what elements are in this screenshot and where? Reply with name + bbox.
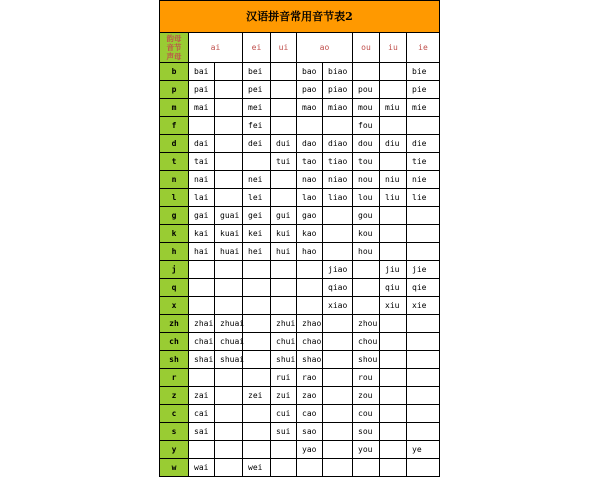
- syllable-cell: tiao: [323, 153, 353, 171]
- syllable-cell: qiao: [323, 279, 353, 297]
- syllable-cell: [243, 441, 271, 459]
- syllable-cell: [271, 459, 297, 477]
- syllable-cell: tui: [271, 153, 297, 171]
- syllable-cell: [243, 369, 271, 387]
- initial-cell: c: [160, 405, 189, 423]
- table-row: [160, 189, 440, 207]
- syllable-cell: yao: [297, 441, 323, 459]
- table-row: [160, 351, 440, 369]
- syllable-cell: [380, 225, 407, 243]
- syllable-cell: [243, 315, 271, 333]
- syllable-cell: [215, 153, 243, 171]
- final-header-ei: ei: [243, 33, 271, 63]
- syllable-cell: cui: [271, 405, 297, 423]
- syllable-cell: [380, 117, 407, 135]
- syllable-cell: [215, 189, 243, 207]
- syllable-cell: [215, 423, 243, 441]
- syllable-cell: [380, 243, 407, 261]
- syllable-cell: dou: [353, 135, 380, 153]
- syllable-cell: [215, 279, 243, 297]
- table-row: [160, 405, 440, 423]
- syllable-cell: [380, 459, 407, 477]
- syllable-cell: dao: [297, 135, 323, 153]
- syllable-cell: [323, 333, 353, 351]
- syllable-cell: [407, 423, 440, 441]
- syllable-cell: [380, 333, 407, 351]
- syllable-cell: [271, 63, 297, 81]
- syllable-cell: zhou: [353, 315, 380, 333]
- syllable-cell: sou: [353, 423, 380, 441]
- initial-cell: q: [160, 279, 189, 297]
- initial-cell: b: [160, 63, 189, 81]
- table-body: [160, 1, 440, 477]
- syllable-cell: [243, 261, 271, 279]
- table-row: [160, 279, 440, 297]
- table-row: [160, 423, 440, 441]
- syllable-cell: [380, 369, 407, 387]
- syllable-cell: [189, 441, 215, 459]
- syllable-cell: sai: [189, 423, 215, 441]
- syllable-cell: rou: [353, 369, 380, 387]
- syllable-cell: lao: [297, 189, 323, 207]
- initial-cell: f: [160, 117, 189, 135]
- initial-cell: p: [160, 81, 189, 99]
- syllable-cell: huai: [215, 243, 243, 261]
- syllable-cell: mei: [243, 99, 271, 117]
- syllable-cell: hou: [353, 243, 380, 261]
- syllable-cell: chao: [297, 333, 323, 351]
- initial-cell: t: [160, 153, 189, 171]
- syllable-cell: jie: [407, 261, 440, 279]
- syllable-cell: [215, 459, 243, 477]
- syllable-cell: chui: [271, 333, 297, 351]
- syllable-cell: [271, 99, 297, 117]
- syllable-cell: [380, 153, 407, 171]
- syllable-cell: miao: [323, 99, 353, 117]
- table-row: [160, 135, 440, 153]
- syllable-cell: zhai: [189, 315, 215, 333]
- syllable-cell: [407, 459, 440, 477]
- syllable-sheet: [159, 0, 439, 472]
- initial-cell: z: [160, 387, 189, 405]
- syllable-cell: [323, 117, 353, 135]
- syllable-cell: [271, 171, 297, 189]
- syllable-cell: liao: [323, 189, 353, 207]
- syllable-cell: [243, 279, 271, 297]
- syllable-cell: pao: [297, 81, 323, 99]
- table-row: [160, 459, 440, 477]
- syllable-cell: guai: [215, 207, 243, 225]
- final-header-ai: ai: [189, 33, 243, 63]
- syllable-cell: dai: [189, 135, 215, 153]
- corner-header: [160, 33, 189, 63]
- syllable-cell: tai: [189, 153, 215, 171]
- syllable-cell: shuai: [215, 351, 243, 369]
- final-header-ie: ie: [407, 33, 440, 63]
- initial-cell: g: [160, 207, 189, 225]
- initial-cell: l: [160, 189, 189, 207]
- syllable-cell: chai: [189, 333, 215, 351]
- syllable-cell: shao: [297, 351, 323, 369]
- initial-cell: y: [160, 441, 189, 459]
- syllable-cell: [323, 423, 353, 441]
- syllable-cell: hei: [243, 243, 271, 261]
- syllable-cell: kui: [271, 225, 297, 243]
- syllable-cell: [271, 261, 297, 279]
- syllable-cell: rui: [271, 369, 297, 387]
- syllable-cell: lai: [189, 189, 215, 207]
- syllable-cell: fei: [243, 117, 271, 135]
- table-row: [160, 117, 440, 135]
- syllable-cell: diu: [380, 135, 407, 153]
- syllable-cell: chou: [353, 333, 380, 351]
- syllable-cell: [323, 243, 353, 261]
- syllable-cell: kei: [243, 225, 271, 243]
- syllable-cell: [297, 279, 323, 297]
- syllable-cell: xie: [407, 297, 440, 315]
- syllable-cell: [215, 369, 243, 387]
- syllable-cell: cao: [297, 405, 323, 423]
- corner-label-initials: 声母: [166, 52, 182, 61]
- syllable-cell: niao: [323, 171, 353, 189]
- syllable-cell: mie: [407, 99, 440, 117]
- syllable-cell: [215, 441, 243, 459]
- syllable-cell: [323, 225, 353, 243]
- title-row: [160, 1, 440, 33]
- syllable-cell: [407, 405, 440, 423]
- syllable-cell: [271, 279, 297, 297]
- syllable-cell: hui: [271, 243, 297, 261]
- syllable-cell: zao: [297, 387, 323, 405]
- table-row: [160, 153, 440, 171]
- syllable-cell: cou: [353, 405, 380, 423]
- syllable-cell: shou: [353, 351, 380, 369]
- initial-cell: ch: [160, 333, 189, 351]
- syllable-cell: sao: [297, 423, 323, 441]
- initial-cell: w: [160, 459, 189, 477]
- syllable-cell: [407, 315, 440, 333]
- syllable-cell: gou: [353, 207, 380, 225]
- syllable-cell: gao: [297, 207, 323, 225]
- table-row: [160, 387, 440, 405]
- table-row: [160, 369, 440, 387]
- syllable-cell: [297, 459, 323, 477]
- syllable-cell: [380, 351, 407, 369]
- syllable-cell: [380, 387, 407, 405]
- syllable-cell: [297, 117, 323, 135]
- corner-label-finals: 韵母: [166, 34, 182, 43]
- syllable-cell: xiu: [380, 297, 407, 315]
- syllable-cell: zhui: [271, 315, 297, 333]
- syllable-cell: pai: [189, 81, 215, 99]
- syllable-cell: [243, 333, 271, 351]
- syllable-cell: lou: [353, 189, 380, 207]
- syllable-cell: zou: [353, 387, 380, 405]
- syllable-cell: [243, 297, 271, 315]
- syllable-cell: [215, 81, 243, 99]
- syllable-cell: [189, 261, 215, 279]
- syllable-cell: miu: [380, 99, 407, 117]
- syllable-cell: kou: [353, 225, 380, 243]
- initial-cell: zh: [160, 315, 189, 333]
- syllable-cell: zui: [271, 387, 297, 405]
- syllable-cell: shui: [271, 351, 297, 369]
- finals-header-row: [160, 33, 440, 63]
- syllable-cell: [297, 297, 323, 315]
- syllable-cell: [323, 351, 353, 369]
- syllable-cell: [323, 315, 353, 333]
- syllable-cell: [407, 351, 440, 369]
- syllable-cell: [215, 387, 243, 405]
- syllable-cell: zei: [243, 387, 271, 405]
- syllable-cell: [353, 279, 380, 297]
- syllable-cell: [323, 405, 353, 423]
- syllable-cell: tie: [407, 153, 440, 171]
- syllable-cell: you: [353, 441, 380, 459]
- syllable-cell: piao: [323, 81, 353, 99]
- syllable-cell: mao: [297, 99, 323, 117]
- initial-cell: h: [160, 243, 189, 261]
- table-row: [160, 63, 440, 81]
- table-row: [160, 261, 440, 279]
- syllable-cell: pou: [353, 81, 380, 99]
- syllable-cell: [407, 117, 440, 135]
- table-row: [160, 315, 440, 333]
- syllable-cell: [215, 99, 243, 117]
- syllable-cell: jiu: [380, 261, 407, 279]
- syllable-cell: ye: [407, 441, 440, 459]
- table-row: [160, 171, 440, 189]
- syllable-cell: bei: [243, 63, 271, 81]
- table-row: [160, 81, 440, 99]
- syllable-cell: [353, 261, 380, 279]
- syllable-cell: [353, 459, 380, 477]
- syllable-cell: kao: [297, 225, 323, 243]
- syllable-cell: [323, 207, 353, 225]
- syllable-cell: [189, 369, 215, 387]
- syllable-cell: [215, 297, 243, 315]
- syllable-cell: [323, 441, 353, 459]
- syllable-cell: [380, 315, 407, 333]
- final-header-iu: iu: [380, 33, 407, 63]
- syllable-cell: [323, 387, 353, 405]
- initial-cell: sh: [160, 351, 189, 369]
- syllable-cell: [323, 369, 353, 387]
- syllable-cell: tou: [353, 153, 380, 171]
- syllable-cell: qiu: [380, 279, 407, 297]
- syllable-cell: [189, 279, 215, 297]
- syllable-cell: bie: [407, 63, 440, 81]
- table-row: [160, 225, 440, 243]
- initial-cell: d: [160, 135, 189, 153]
- syllable-cell: cai: [189, 405, 215, 423]
- syllable-cell: mai: [189, 99, 215, 117]
- syllable-cell: pie: [407, 81, 440, 99]
- syllable-cell: [215, 171, 243, 189]
- table-row: [160, 243, 440, 261]
- syllable-cell: gai: [189, 207, 215, 225]
- syllable-cell: rao: [297, 369, 323, 387]
- syllable-cell: [271, 297, 297, 315]
- syllable-cell: lei: [243, 189, 271, 207]
- syllable-cell: [215, 63, 243, 81]
- syllable-cell: die: [407, 135, 440, 153]
- syllable-cell: [353, 297, 380, 315]
- table-row: [160, 441, 440, 459]
- syllable-cell: diao: [323, 135, 353, 153]
- syllable-cell: gei: [243, 207, 271, 225]
- syllable-cell: zhao: [297, 315, 323, 333]
- syllable-cell: hai: [189, 243, 215, 261]
- syllable-cell: gui: [271, 207, 297, 225]
- syllable-cell: [380, 207, 407, 225]
- syllable-cell: lie: [407, 189, 440, 207]
- syllable-cell: [271, 81, 297, 99]
- syllable-cell: kai: [189, 225, 215, 243]
- syllable-cell: biao: [323, 63, 353, 81]
- syllable-cell: [380, 423, 407, 441]
- table-row: [160, 333, 440, 351]
- initial-cell: m: [160, 99, 189, 117]
- syllable-cell: chuai: [215, 333, 243, 351]
- syllable-cell: bai: [189, 63, 215, 81]
- syllable-cell: nie: [407, 171, 440, 189]
- syllable-cell: zai: [189, 387, 215, 405]
- syllable-cell: [407, 243, 440, 261]
- syllable-cell: bao: [297, 63, 323, 81]
- table-row: [160, 99, 440, 117]
- syllable-cell: [215, 117, 243, 135]
- syllable-cell: nao: [297, 171, 323, 189]
- syllable-cell: pei: [243, 81, 271, 99]
- syllable-cell: [271, 117, 297, 135]
- final-header-ui: ui: [271, 33, 297, 63]
- syllable-cell: [407, 225, 440, 243]
- syllable-cell: [323, 459, 353, 477]
- syllable-cell: wei: [243, 459, 271, 477]
- syllable-cell: [243, 351, 271, 369]
- syllable-cell: [407, 369, 440, 387]
- syllable-cell: kuai: [215, 225, 243, 243]
- syllable-cell: [243, 153, 271, 171]
- syllable-cell: [189, 117, 215, 135]
- syllable-cell: liu: [380, 189, 407, 207]
- syllable-cell: tao: [297, 153, 323, 171]
- pinyin-syllable-table: [159, 0, 440, 477]
- syllable-cell: [353, 63, 380, 81]
- syllable-cell: [407, 207, 440, 225]
- table-row: [160, 297, 440, 315]
- syllable-cell: dui: [271, 135, 297, 153]
- syllable-cell: shai: [189, 351, 215, 369]
- syllable-cell: [215, 405, 243, 423]
- table-row: [160, 207, 440, 225]
- syllable-cell: [189, 297, 215, 315]
- syllable-cell: mou: [353, 99, 380, 117]
- initial-cell: r: [160, 369, 189, 387]
- syllable-cell: [271, 441, 297, 459]
- syllable-cell: xiao: [323, 297, 353, 315]
- syllable-cell: zhuai: [215, 315, 243, 333]
- syllable-cell: fou: [353, 117, 380, 135]
- syllable-cell: hao: [297, 243, 323, 261]
- syllable-cell: qie: [407, 279, 440, 297]
- syllable-cell: [243, 405, 271, 423]
- syllable-cell: dei: [243, 135, 271, 153]
- syllable-cell: niu: [380, 171, 407, 189]
- syllable-cell: sui: [271, 423, 297, 441]
- initial-cell: s: [160, 423, 189, 441]
- syllable-cell: wai: [189, 459, 215, 477]
- syllable-cell: [215, 261, 243, 279]
- initial-cell: x: [160, 297, 189, 315]
- syllable-cell: [271, 189, 297, 207]
- initial-cell: j: [160, 261, 189, 279]
- syllable-cell: nou: [353, 171, 380, 189]
- syllable-cell: nei: [243, 171, 271, 189]
- syllable-cell: [407, 333, 440, 351]
- initial-cell: k: [160, 225, 189, 243]
- syllable-cell: nai: [189, 171, 215, 189]
- final-header-ao: ao: [297, 33, 353, 63]
- table-title: 汉语拼音常用音节表2: [160, 1, 440, 33]
- syllable-cell: [243, 423, 271, 441]
- initial-cell: n: [160, 171, 189, 189]
- syllable-cell: [380, 405, 407, 423]
- syllable-cell: [215, 135, 243, 153]
- syllable-cell: [407, 387, 440, 405]
- syllable-cell: [297, 261, 323, 279]
- syllable-cell: [380, 81, 407, 99]
- syllable-cell: [380, 441, 407, 459]
- syllable-cell: [380, 63, 407, 81]
- corner-label-syllables: 音节: [166, 43, 182, 52]
- final-header-ou: ou: [353, 33, 380, 63]
- syllable-cell: jiao: [323, 261, 353, 279]
